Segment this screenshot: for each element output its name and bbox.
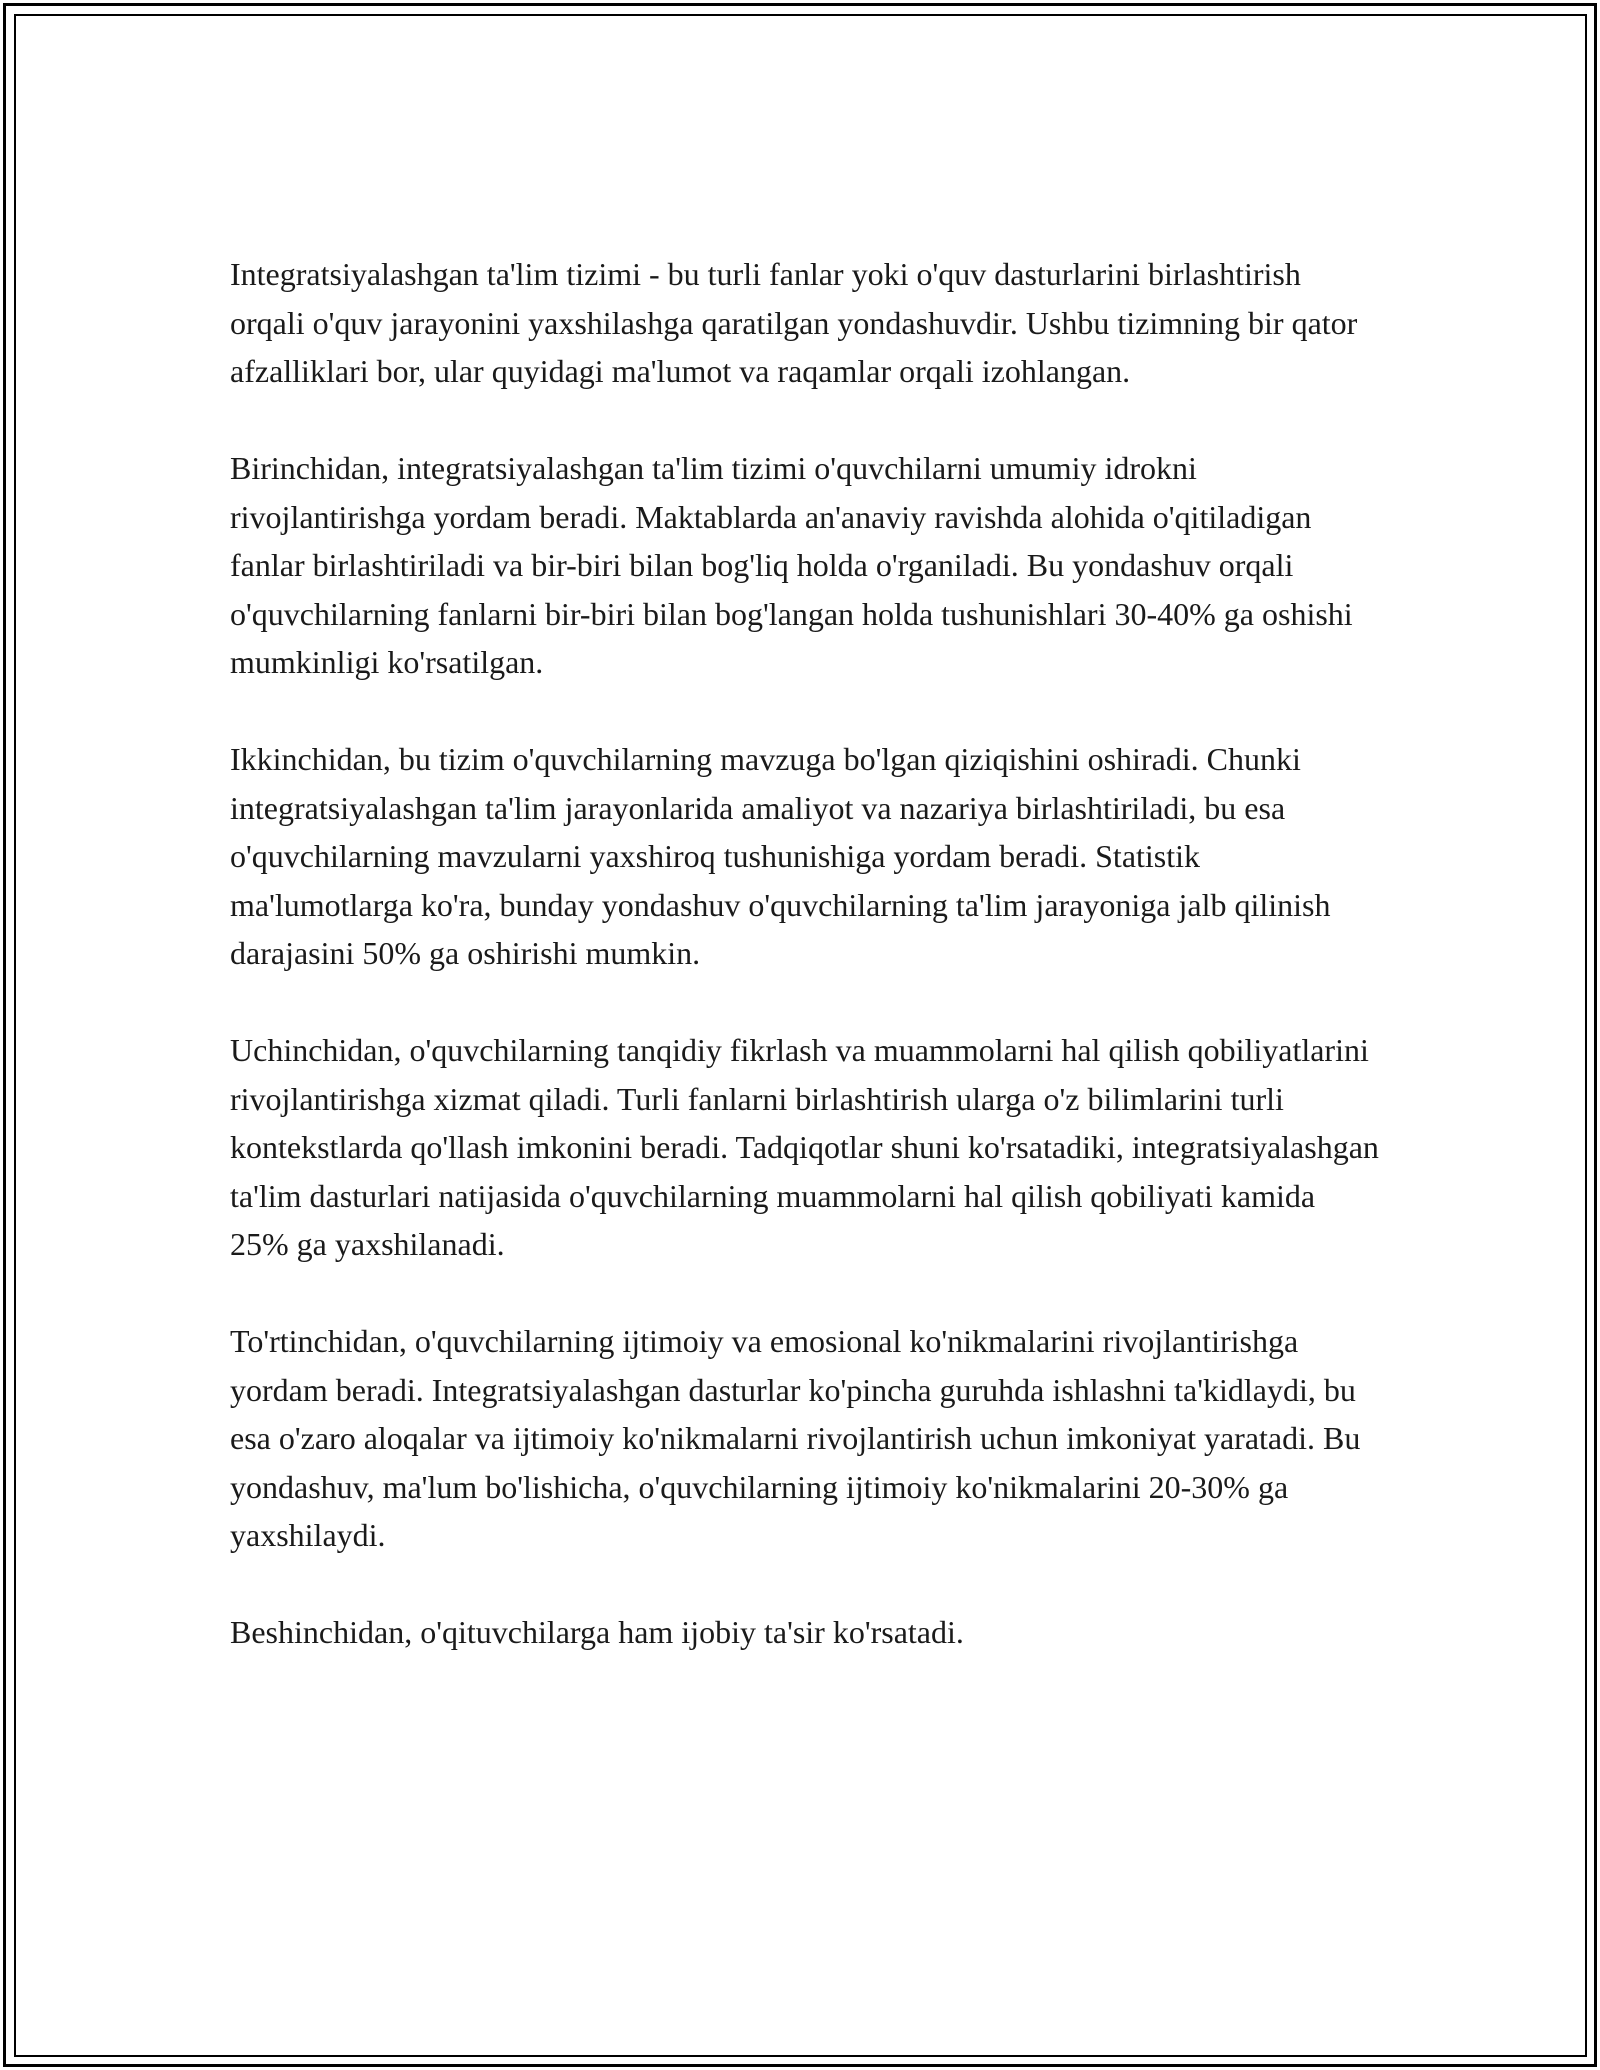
document-body xyxy=(230,250,1380,1657)
paragraph-fifth: Beshinchidan, o'qituvchilarga ham ijobiy ta'sir ko'rsatadi. xyxy=(230,1614,964,1650)
paragraph-fourth: To'rtinchidan, o'quvchilarning ijtimoiy va emosional ko'nikmalarini rivojlantirishga yordam beradi. Integratsiyalashgan dasturlar ko'pincha guruhda ishlashni ta'kidlaydi, bu esa o'zaro aloqalar va ijtimoiy ko'nikmalarni rivojlantirish uchun imkoniyat yaratadi. Bu yondashuv, ma'lum bo'lishicha, o'quvchilarning ijtimoiy ko'nikmalarini 20-30% ga yaxshilaydi. xyxy=(230,1323,1361,1553)
paragraph-third: Uchinchidan, o'quvchilarning tanqidiy fikrlash va muammolarni hal qilish qobiliyatlarini rivojlantirishga xizmat qiladi. Turli fanlarni birlashtirish ularga o'z bilimlarini turli kontekstlarda qo'llash imkonini beradi. Tadqiqotlar shuni ko'rsatadiki, integratsiyalashgan ta'lim dasturlari natijasida o'quvchilarning muammolarni hal qilish qobiliyati kamida 25% ga yaxshilanadi. xyxy=(230,1032,1379,1262)
paragraph-intro: Integratsiyalashgan ta'lim tizimi - bu turli fanlar yoki o'quv dasturlarini birlashtirish orqali o'quv jarayonini yaxshilashga qaratilgan yondashuvdir. Ushbu tizimning bir qator afzalliklari bor, ular quyidagi ma'lumot va raqamlar orqali izohlangan. xyxy=(230,256,1358,389)
paragraph-first: Birinchidan, integratsiyalashgan ta'lim tizimi o'quvchilarni umumiy idrokni rivojlantirishga yordam beradi. Maktablarda an'anaviy ravishda alohida o'qitiladigan fanlar birlashtiriladi va bir-biri bilan bog'liq holda o'rganiladi. Bu yondashuv orqali o'quvchilarning fanlarni bir-biri bilan bog'langan holda tushunishlari 30-40% ga oshishi mumkinligi ko'rsatilgan. xyxy=(230,450,1353,680)
paragraph-second: Ikkinchidan, bu tizim o'quvchilarning mavzuga bo'lgan qiziqishini oshiradi. Chunki integratsiyalashgan ta'lim jarayonlarida amaliyot va nazariya birlashtiriladi, bu esa o'quvchilarning mavzularni yaxshiroq tushunishiga yordam beradi. Statistik ma'lumotlarga ko'ra, bunday yondashuv o'quvchilarning ta'lim jarayoniga jalb qilinish darajasini 50% ga oshirishi mumkin. xyxy=(230,741,1331,971)
